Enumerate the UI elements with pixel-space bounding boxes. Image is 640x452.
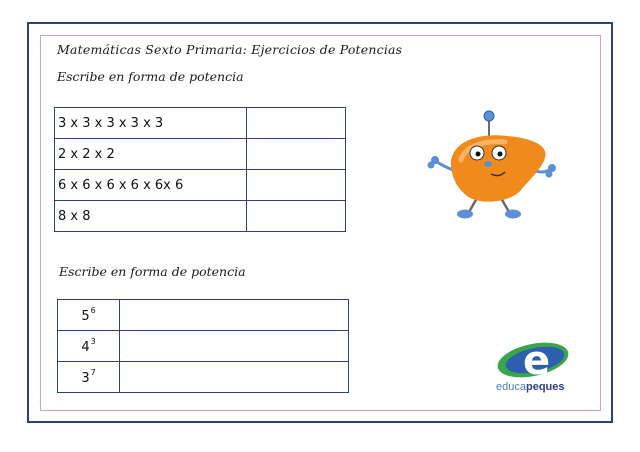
power-base: 3 (81, 371, 90, 386)
power-exponent: 6 (90, 306, 96, 315)
logo-text-peques: peques (525, 381, 565, 393)
answer-cell[interactable] (247, 139, 346, 170)
power-exponent: 7 (90, 368, 96, 377)
logo-e-glyph: e (523, 338, 551, 384)
expression-cell: 8 x 8 (55, 201, 247, 232)
power-cell (58, 300, 120, 331)
power-cell (58, 331, 120, 362)
answer-cell[interactable] (247, 108, 346, 139)
expression-cell: 6 x 6 x 6 x 6 x 6x 6 (55, 170, 247, 201)
worksheet-title: Matemáticas Sexto Primaria: Ejercicios de Potencias (57, 42, 403, 57)
table-row (55, 201, 346, 232)
table-row (55, 139, 346, 170)
logo-wordmark (496, 381, 565, 393)
instruction-1: Escribe en forma de potencia (57, 69, 244, 84)
answer-cell[interactable] (120, 331, 349, 362)
power-exponent: 3 (90, 337, 96, 346)
expression-cell: 2 x 2 x 2 (55, 139, 247, 170)
mascot-illustration (425, 108, 560, 223)
answer-cell[interactable] (247, 201, 346, 232)
instruction-2: Escribe en forma de potencia (59, 264, 246, 279)
power-base: 4 (81, 340, 90, 355)
power-cell (58, 362, 120, 393)
answer-cell[interactable] (120, 300, 349, 331)
table-row (58, 331, 349, 362)
answer-cell[interactable] (120, 362, 349, 393)
table-row (55, 170, 346, 201)
expression-cell: 3 x 3 x 3 x 3 x 3 (55, 108, 247, 139)
exercise-table-1 (54, 107, 346, 232)
power-base: 5 (81, 309, 90, 324)
table-row (58, 362, 349, 393)
table-row (58, 300, 349, 331)
exercise-table-2 (57, 299, 349, 393)
logo-text-educa: educa (496, 381, 526, 393)
answer-cell[interactable] (247, 170, 346, 201)
table-row (55, 108, 346, 139)
